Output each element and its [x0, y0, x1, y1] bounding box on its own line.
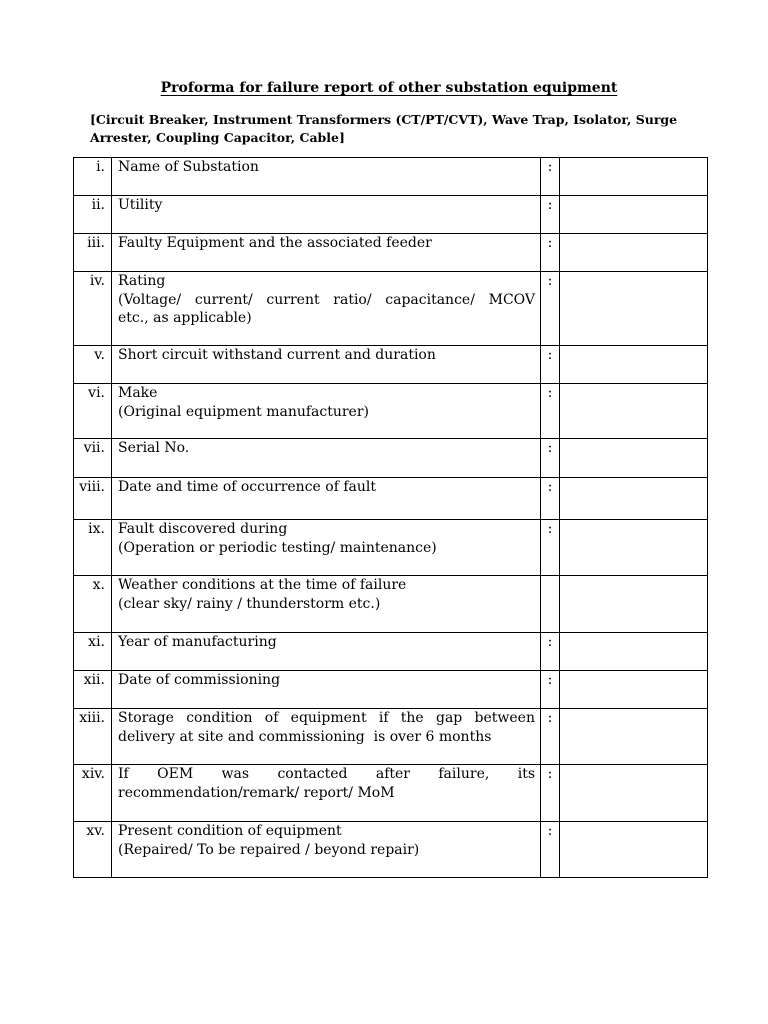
row-number: xii. — [74, 671, 112, 709]
row-label — [112, 346, 541, 384]
row-label-line: Fault discovered during — [118, 521, 288, 537]
row-label — [112, 822, 541, 878]
row-colon: : — [541, 709, 560, 765]
table-row — [74, 520, 708, 576]
row-colon: : — [541, 196, 560, 234]
table-row — [74, 765, 708, 822]
row-label-line: Date and time of occurrence of fault — [118, 479, 376, 495]
row-label-line: (Original equipment manufacturer) — [118, 403, 369, 420]
row-value-cell[interactable] — [560, 576, 708, 633]
row-value-cell[interactable] — [560, 272, 708, 346]
row-number: xiii. — [74, 709, 112, 765]
row-colon: : — [541, 346, 560, 384]
row-colon: : — [541, 384, 560, 439]
row-label-line: Short circuit withstand current and duration — [118, 347, 436, 363]
row-number: iv. — [74, 272, 112, 346]
row-value-cell[interactable] — [560, 196, 708, 234]
row-label — [112, 765, 541, 822]
row-label-line: Rating — [118, 273, 166, 289]
row-colon: : — [541, 633, 560, 671]
equipment-list-line: Arrester, Coupling Capacitor, Cable] — [90, 130, 345, 145]
row-colon: : — [541, 671, 560, 709]
row-value-cell[interactable] — [560, 439, 708, 478]
row-label — [112, 439, 541, 478]
row-label — [112, 272, 541, 346]
row-label-line: (Repaired/ To be repaired / beyond repair) — [118, 841, 420, 858]
table-row — [74, 633, 708, 671]
row-number: ii. — [74, 196, 112, 234]
row-label — [112, 671, 541, 709]
row-number: vii. — [74, 439, 112, 478]
row-colon: : — [541, 234, 560, 272]
row-number: v. — [74, 346, 112, 384]
row-value-cell[interactable] — [560, 346, 708, 384]
row-label-line: (clear sky/ rainy / thunderstorm etc.) — [118, 595, 381, 612]
row-colon: : — [541, 272, 560, 346]
row-label-line: Present condition of equipment — [118, 823, 342, 839]
row-label-line: Weather conditions at the time of failure — [118, 577, 407, 593]
row-label — [112, 158, 541, 196]
row-label — [112, 234, 541, 272]
row-label — [112, 478, 541, 520]
row-colon: : — [541, 765, 560, 822]
row-number: xiv. — [74, 765, 112, 822]
table-row — [74, 439, 708, 478]
row-label-line: Utility — [118, 197, 163, 213]
table-row — [74, 158, 708, 196]
row-value-cell[interactable] — [560, 633, 708, 671]
row-label-line: delivery at site and commissioning is over 6 months — [118, 728, 492, 745]
row-label — [112, 576, 541, 633]
row-colon — [541, 576, 560, 633]
row-value-cell[interactable] — [560, 709, 708, 765]
row-number: iii. — [74, 234, 112, 272]
row-number: xi. — [74, 633, 112, 671]
row-value-cell[interactable] — [560, 234, 708, 272]
row-label — [112, 384, 541, 439]
table-row — [74, 671, 708, 709]
row-number: viii. — [74, 478, 112, 520]
row-value-cell[interactable] — [560, 671, 708, 709]
row-number: xv. — [74, 822, 112, 878]
row-value-cell[interactable] — [560, 384, 708, 439]
table-row — [74, 709, 708, 765]
row-value-cell[interactable] — [560, 765, 708, 822]
row-colon: : — [541, 439, 560, 478]
row-label-line: Faulty Equipment and the associated feeder — [118, 235, 432, 251]
row-colon: : — [541, 520, 560, 576]
row-label-line: etc., as applicable) — [118, 310, 252, 326]
equipment-list — [90, 111, 706, 147]
row-label-line: (Operation or periodic testing/ maintenance) — [118, 539, 437, 556]
row-label — [112, 709, 541, 765]
row-label-line: If OEM was contacted after failure, its — [118, 766, 535, 782]
row-label-line: (Voltage/ current/ current ratio/ capacitance/ MCOV — [118, 291, 535, 308]
row-colon: : — [541, 822, 560, 878]
row-colon: : — [541, 158, 560, 196]
table-row — [74, 346, 708, 384]
table-row — [74, 196, 708, 234]
row-label — [112, 196, 541, 234]
row-label-line: Serial No. — [118, 440, 190, 456]
row-label — [112, 520, 541, 576]
equipment-list-line: [Circuit Breaker, Instrument Transformers (CT/PT/CVT), Wave Trap, Isolator, Surge — [90, 112, 678, 127]
row-value-cell[interactable] — [560, 520, 708, 576]
failure-report-table — [73, 157, 708, 878]
table-row — [74, 478, 708, 520]
row-colon: : — [541, 478, 560, 520]
row-number: ix. — [74, 520, 112, 576]
table-row — [74, 384, 708, 439]
row-label-line: Year of manufacturing — [118, 634, 277, 650]
row-value-cell[interactable] — [560, 158, 708, 196]
document-title: Proforma for failure report of other substation equipment — [160, 80, 618, 96]
table-row — [74, 234, 708, 272]
table-row — [74, 576, 708, 633]
row-label-line: Date of commissioning — [118, 672, 281, 688]
row-label-line: Make — [118, 385, 158, 401]
row-label — [112, 633, 541, 671]
table-row — [74, 272, 708, 346]
table-row — [74, 822, 708, 878]
row-label-line: recommendation/remark/ report/ MoM — [118, 784, 395, 801]
row-value-cell[interactable] — [560, 822, 708, 878]
row-label-line: Name of Substation — [118, 159, 259, 175]
row-number: i. — [74, 158, 112, 196]
row-number: vi. — [74, 384, 112, 439]
row-value-cell[interactable] — [560, 478, 708, 520]
row-number: x. — [74, 576, 112, 633]
row-label-line: Storage condition of equipment if the gap between — [118, 710, 535, 726]
